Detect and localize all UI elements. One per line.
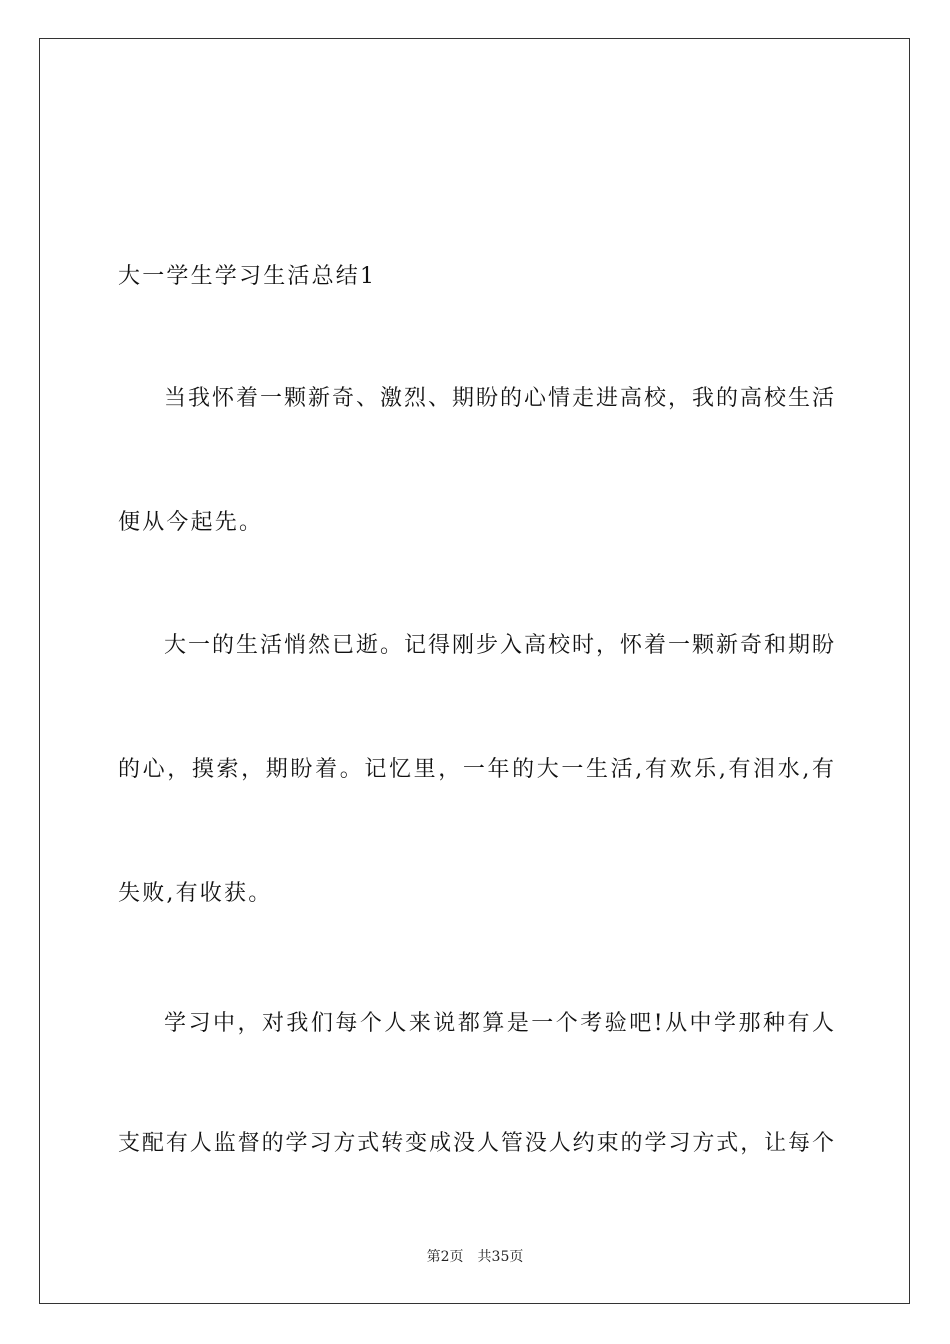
page-number-footer: 第2页 共35页 xyxy=(426,1249,524,1265)
paragraph-1-line-1: 当我怀着一颗新奇、激烈、期盼的心情走进高校，我的高校生活 xyxy=(164,386,834,411)
paragraph-2-line-3: 失败,有收获。 xyxy=(118,881,273,906)
paragraph-2-line-2: 的心，摸索，期盼着。记忆里，一年的大一生活,有欢乐,有泪水,有 xyxy=(118,757,834,782)
document-title: 大一学生学习生活总结1 xyxy=(118,264,377,289)
page-border xyxy=(39,38,910,1304)
paragraph-3-line-1: 学习中，对我们每个人来说都算是一个考验吧!从中学那种有人 xyxy=(164,1011,834,1036)
paragraph-1-line-2: 便从今起先。 xyxy=(118,510,264,535)
paragraph-2-line-1: 大一的生活悄然已逝。记得刚步入高校时，怀着一颗新奇和期盼 xyxy=(164,633,834,658)
paragraph-3-line-2: 支配有人监督的学习方式转变成没人管没人约束的学习方式，让每个 xyxy=(118,1131,834,1156)
